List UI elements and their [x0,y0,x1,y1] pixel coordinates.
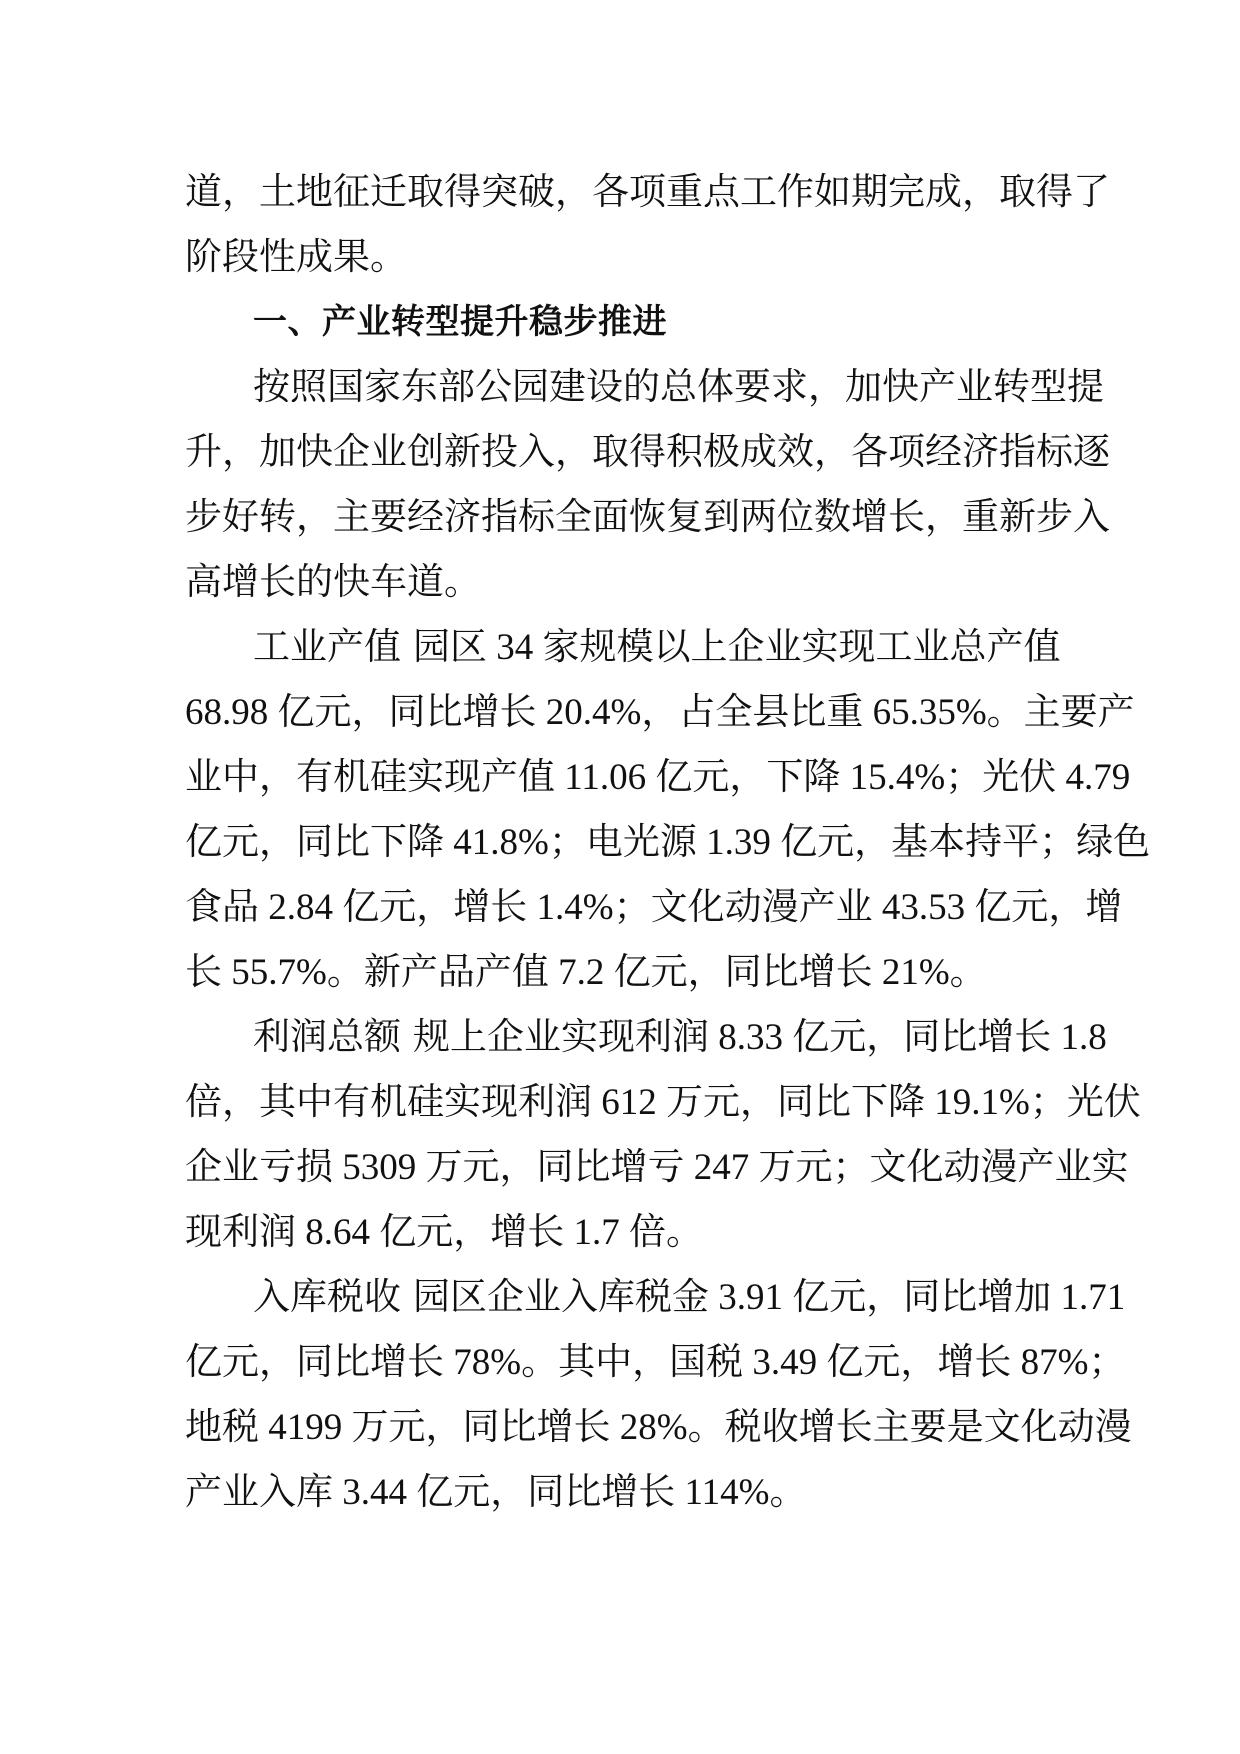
paragraph-line: 现利润 8.64 亿元，增长 1.7 倍。 [185,1212,703,1253]
paragraph-line: 业中，有机硅实现产值 11.06 亿元，下降 15.4%；光伏 4.79 [185,757,1131,798]
profit-paragraph [185,1005,1141,1265]
paragraph-line: 倍，其中有机硅实现利润 612 万元，同比下降 19.1%；光伏 [185,1082,1141,1123]
paragraph-line: 升，加快企业创新投入，取得积极成效，各项经济指标逐 [185,432,1110,473]
paragraph-line: 长 55.7%。新产品产值 7.2 亿元，同比增长 21%。 [185,952,987,993]
paragraph-line-text: 园区 34 家规模以上企业实现工业总产值 [413,627,1061,668]
paragraph-first-line [185,1265,1126,1330]
paragraph-line: 食品 2.84 亿元，增长 1.4%；文化动漫产业 43.53 亿元，增 [185,887,1123,928]
paragraph-line-text: 园区企业入库税金 3.91 亿元，同比增加 1.71 [413,1277,1126,1318]
paragraph-line: 高增长的快车道。 [185,562,481,603]
paragraph-line: 68.98 亿元，同比增长 20.4%，占全县比重 65.35%。主要产 [185,692,1135,733]
paragraph-lead-term: 工业产值 [253,627,401,668]
paragraph-lead-term: 入库税收 [253,1277,401,1318]
paragraph-line: 按照国家东部公园建设的总体要求，加快产业转型提 [253,367,1104,408]
paragraph-first-line [185,1005,1107,1070]
tax-paragraph [185,1265,1132,1525]
paragraph-line: 亿元，同比下降 41.8%；电光源 1.39 亿元，基本持平；绿色 [185,822,1151,863]
paragraph-line: 道，土地征迁取得突破，各项重点工作如期完成，取得了 [185,172,1110,213]
paragraph-line: 地税 4199 万元，同比增长 28%。税收增长主要是文化动漫 [185,1407,1132,1448]
intro-paragraph [185,160,1110,290]
paragraph-line: 亿元，同比增长 78%。其中，国税 3.49 亿元，增长 87%； [185,1342,1126,1383]
document-body [185,160,1151,1525]
section-heading: 一、产业转型提升稳步推进 [253,302,667,342]
paragraph-line: 企业亏损 5309 万元，同比增亏 247 万元；文化动漫产业实 [185,1147,1129,1188]
paragraph-lead-term: 利润总额 [253,1017,401,1058]
paragraph-line: 阶段性成果。 [185,237,407,278]
paragraph-line-text: 规上企业实现利润 8.33 亿元，同比增长 1.8 [413,1017,1107,1058]
section-heading-block [185,290,1065,355]
industrial-output-paragraph [185,615,1151,1005]
overview-paragraph [185,355,1110,615]
paragraph-line: 产业入库 3.44 亿元，同比增长 114%。 [185,1472,807,1513]
paragraph-first-line [185,615,1065,680]
paragraph-line: 步好转，主要经济指标全面恢复到两位数增长，重新步入 [185,497,1110,538]
